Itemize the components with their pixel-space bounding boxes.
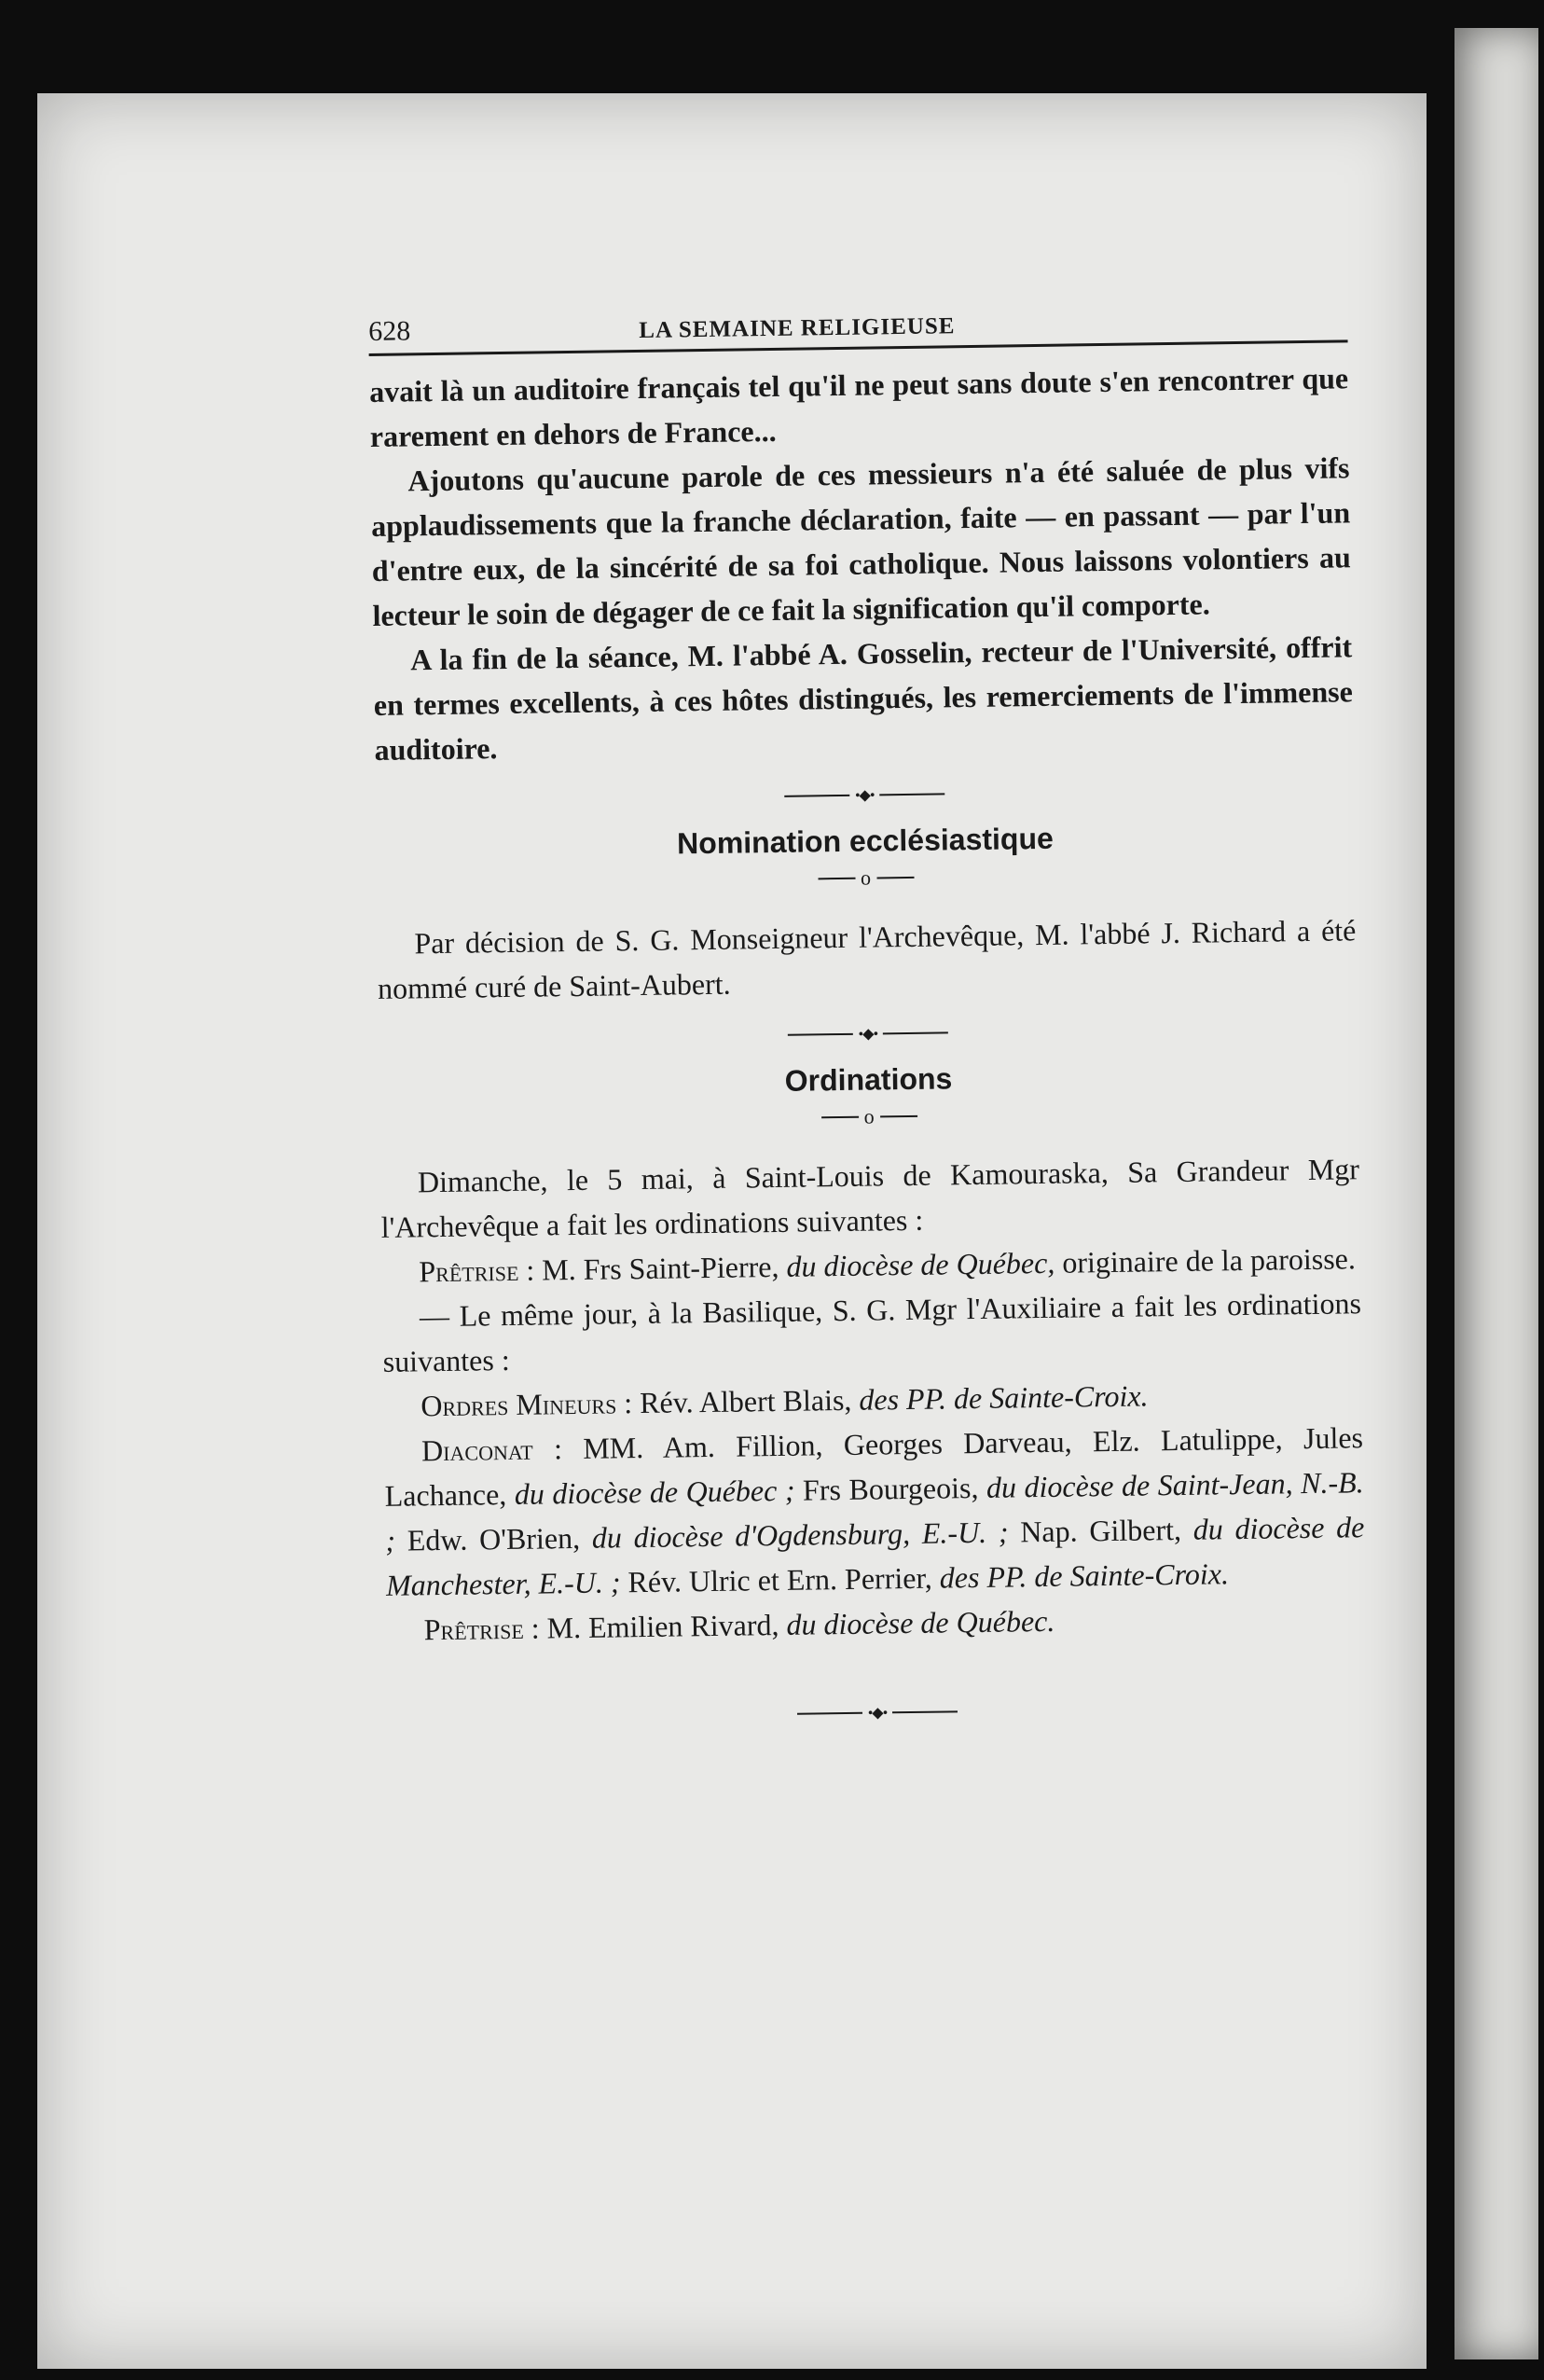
ordres-mineurs-label: Ordres Mineurs : — [420, 1386, 633, 1423]
intro-paragraph-2: Ajoutons qu'aucune parole de ces messieurs n'a été saluée de plus vifs applaudissements que la franche déclaration, faite — en passant — par l'un d'entre eux, de la sincérité de sa foi catholique. Nous laissons volontiers au lecteur le soin de dégager de ce fait la signification qu'il comporte. — [370, 450, 1352, 632]
journal-title: LA SEMAINE RELIGIEUSE — [639, 313, 956, 343]
intro-paragraph-3: A la fin de la séance, M. l'abbé A. Gosselin, recteur de l'Université, offrit en termes excellents, à ces hôtes distingués, les remerciements de l'immense auditoire. — [373, 630, 1354, 767]
nomination-rule: o — [376, 857, 1355, 897]
end-ornament — [388, 1695, 1367, 1730]
pretrise-entry-2: Prêtrise : M. Emilien Rivard, du diocèse de Québec. — [423, 1603, 1055, 1647]
ordres-mineurs-entry: Ordres Mineurs : Rév. Albert Blais, des PP. de Sainte-Croix. — [420, 1378, 1149, 1423]
ornament-glyph: •◆• — [858, 1026, 878, 1044]
pretrise-label: Prêtrise : — [419, 1252, 535, 1289]
section-ornament — [375, 777, 1354, 812]
second-ordination-intro: — Le même jour, à la Basilique, S. G. Mgr l'Auxiliaire a fait les ordinations suivantes : — [382, 1286, 1362, 1378]
diaconat-label: Diaconat : — [420, 1432, 563, 1468]
ordinations-rule: o — [379, 1096, 1358, 1136]
nomination-text: Par décision de S. G. Monseigneur l'Archevêque, M. l'abbé J. Richard a été nommé curé de Saint-Aubert. — [377, 913, 1357, 1005]
intro-article — [369, 355, 1354, 772]
intro-paragraph-1: avait là un auditoire français tel qu'il ne peut sans doute s'en rencontrer que rarement en dehors de France... — [368, 361, 1349, 453]
page-content — [368, 298, 1367, 1748]
ornament-glyph: •◆• — [854, 787, 875, 805]
nomination-title: Nomination ecclésiastique — [676, 821, 1055, 861]
ordinations-title: Ordinations — [784, 1061, 953, 1098]
ordinations-intro: Dimanche, le 5 mai, à Saint-Louis de Kamouraska, Sa Grandeur Mgr l'Archevêque a fait les ordinations suivantes : — [380, 1152, 1360, 1244]
pretrise-entry-1: Prêtrise : M. Frs Saint-Pierre, du diocèse de Québec, originaire de la paroisse. — [419, 1241, 1357, 1289]
pretrise-label: Prêtrise : — [423, 1611, 540, 1647]
ornament-glyph: •◆• — [867, 1705, 888, 1722]
adjacent-page-edge — [1454, 28, 1538, 2359]
diaconat-entry: Diaconat : MM. Am. Fillion, Georges Darveau, Elz. Latulippe, Jules Lachance, du diocèse de Québec ; Frs Bourgeois, du diocèse de Saint-Jean, N.-B. ; Edw. O'Brien, du diocèse d'Ogdensburg, E.-U. ; Nap. Gilbert, du diocèse de Manchester, E.-U. ; Rév. Ulric et Ern. Perrier, des PP. de Sainte-Croix. — [384, 1420, 1365, 1602]
section-ornament-2 — [379, 1016, 1358, 1051]
page-number: 628 — [368, 315, 411, 347]
